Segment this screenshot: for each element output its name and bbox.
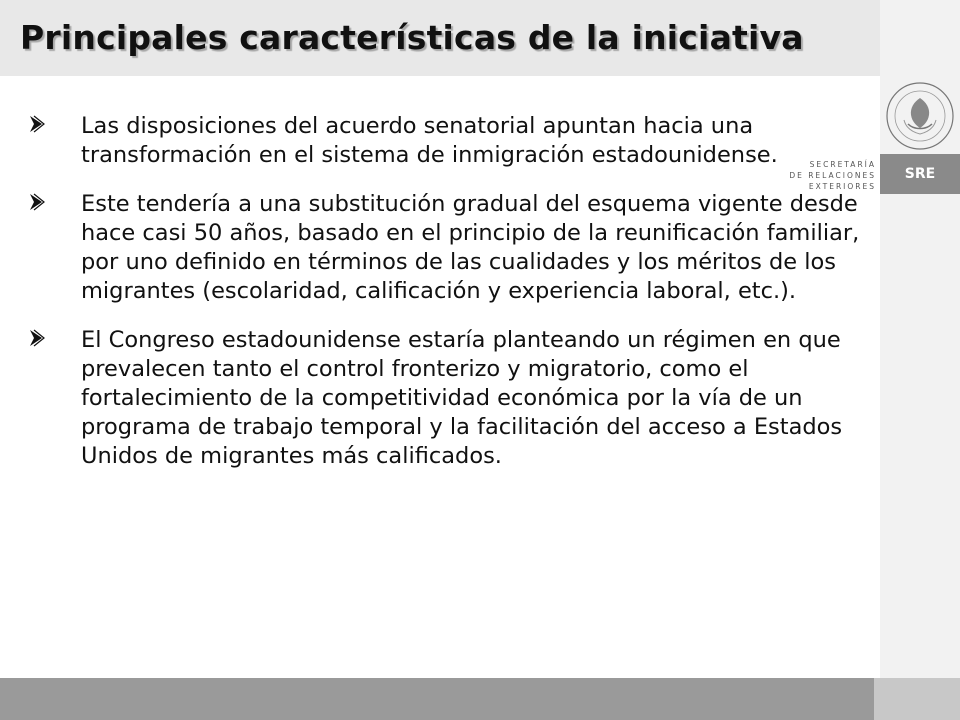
arrow-bullet-icon (28, 192, 46, 212)
slide-title: Principales características de la iniciativa (20, 18, 804, 57)
bullet-list (28, 112, 878, 491)
bullet-item (28, 190, 878, 306)
footer-bar (0, 678, 874, 720)
bullet-text: Las disposiciones del acuerdo senatorial apuntan hacia una transformación en el sistema de inmigración estadounidense. (81, 113, 778, 168)
mexican-seal-icon (884, 80, 956, 152)
secretaria-line: DE RELACIONES (789, 171, 876, 180)
bullet-item (28, 326, 878, 471)
sre-acronym: SRE (904, 166, 936, 182)
footer-corner (874, 678, 960, 720)
sre-logo (880, 154, 960, 194)
arrow-bullet-icon (28, 114, 46, 134)
secretaria-line: SECRETARÍA (809, 160, 876, 169)
title-band (0, 0, 880, 76)
bullet-text: Este tendería a una substitución gradual del esquema vigente desde hace casi 50 años, basado en el principio de la reunificación familiar, por uno definido en términos de las cualidades y los méritos de los migrantes (escolaridad, calificación y experiencia laboral, etc.). (81, 191, 860, 304)
bullet-text: El Congreso estadounidense estaría planteando un régimen en que prevalecen tanto el control fronterizo y migratorio, como el fortalecimiento de la competitividad económica por la vía de un programa de trabajo temporal y la facilitación del acceso a Estados Unidos de migrantes más calificados. (81, 327, 843, 469)
secretaria-line: EXTERIORES (808, 182, 876, 191)
bullet-item (28, 112, 878, 170)
arrow-bullet-icon (28, 328, 46, 348)
